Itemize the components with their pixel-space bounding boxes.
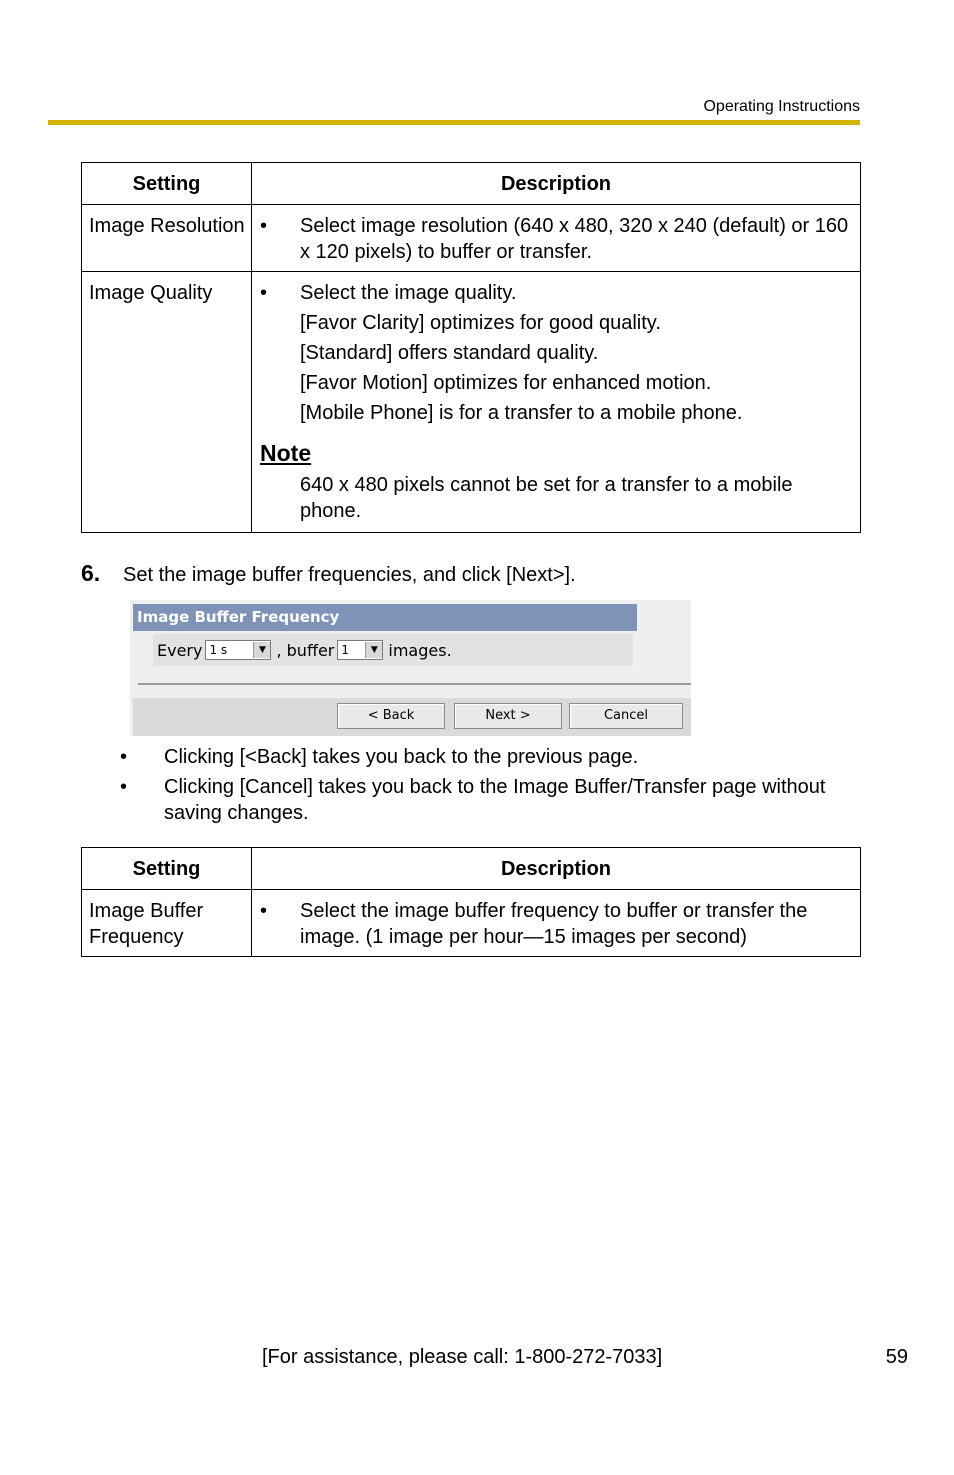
button-bar xyxy=(133,698,691,736)
step-number: 6. xyxy=(81,560,101,586)
list-item-text: Clicking [Cancel] takes you back to the Image Buffer/Transfer page without saving changes. xyxy=(164,776,826,824)
bullet-icon: • xyxy=(260,215,268,237)
bullet-icon: • xyxy=(120,746,128,768)
page-number: 59 xyxy=(885,1346,908,1368)
bullet-icon: • xyxy=(260,282,268,304)
every-label: Every xyxy=(157,640,203,660)
buffer-label: , buffer xyxy=(276,640,335,660)
option-line: [Favor Clarity] optimizes for good quality. xyxy=(300,312,661,334)
list-item-text: Clicking [<Back] takes you back to the previous page. xyxy=(164,746,639,768)
step-text: Set the image buffer frequencies, and click [Next>]. xyxy=(123,564,576,586)
description-cell xyxy=(252,272,861,533)
description-text: Select the image quality. xyxy=(300,282,517,304)
note-text: 640 x 480 pixels cannot be set for a transfer to a mobile phone. xyxy=(300,474,793,522)
back-button[interactable]: < Back xyxy=(337,703,445,729)
next-button[interactable]: Next > xyxy=(454,703,562,729)
description-cell xyxy=(252,205,861,272)
option-line: [Standard] offers standard quality. xyxy=(300,342,599,364)
embedded-screenshot xyxy=(130,600,691,736)
dropdown-arrow-icon[interactable]: ▼ xyxy=(253,642,270,658)
bullet-icon: • xyxy=(260,900,268,922)
column-header-description: Description xyxy=(252,848,861,890)
images-label: images. xyxy=(388,640,452,660)
option-line: [Favor Motion] optimizes for enhanced motion. xyxy=(300,372,712,394)
table-header-row xyxy=(82,163,861,205)
column-header-setting: Setting xyxy=(82,848,252,890)
panel-divider xyxy=(138,683,691,685)
list-item xyxy=(120,744,865,770)
column-header-description: Description xyxy=(252,163,861,205)
step-6 xyxy=(81,560,576,587)
every-select[interactable] xyxy=(205,640,271,660)
header-rule xyxy=(48,120,860,125)
bullet-list xyxy=(120,744,865,830)
settings-table-1 xyxy=(81,162,861,533)
table-row xyxy=(82,205,861,272)
setting-cell: Image Quality xyxy=(82,272,252,533)
every-select-value: 1 s xyxy=(209,643,228,657)
running-header: Operating Instructions xyxy=(703,98,860,115)
table-row xyxy=(82,272,861,533)
description-text: Select the image buffer frequency to buffer or transfer the image. (1 image per hour—15 images per second) xyxy=(300,900,808,948)
dropdown-arrow-icon[interactable]: ▼ xyxy=(365,642,382,658)
table-header-row xyxy=(82,848,861,890)
table-row xyxy=(82,890,861,957)
note-heading: Note xyxy=(260,440,312,466)
panel-title: Image Buffer Frequency xyxy=(133,604,637,631)
setting-cell: Image Buffer Frequency xyxy=(82,890,252,957)
setting-cell: Image Resolution xyxy=(82,205,252,272)
settings-table-2 xyxy=(81,847,861,957)
description-cell xyxy=(252,890,861,957)
list-item xyxy=(120,774,865,826)
buffer-select-value: 1 xyxy=(341,643,350,657)
column-header-setting: Setting xyxy=(82,163,252,205)
bullet-icon: • xyxy=(120,776,128,798)
buffer-select[interactable] xyxy=(337,640,383,660)
assistance-footer: [For assistance, please call: 1-800-272-7033] xyxy=(262,1346,663,1368)
description-text: Select image resolution (640 x 480, 320 x 240 (default) or 160 x 120 pixels) to buffer or transfer. xyxy=(300,215,849,263)
frequency-row xyxy=(153,634,633,666)
cancel-button[interactable]: Cancel xyxy=(569,703,683,729)
option-line: [Mobile Phone] is for a transfer to a mobile phone. xyxy=(300,402,743,424)
